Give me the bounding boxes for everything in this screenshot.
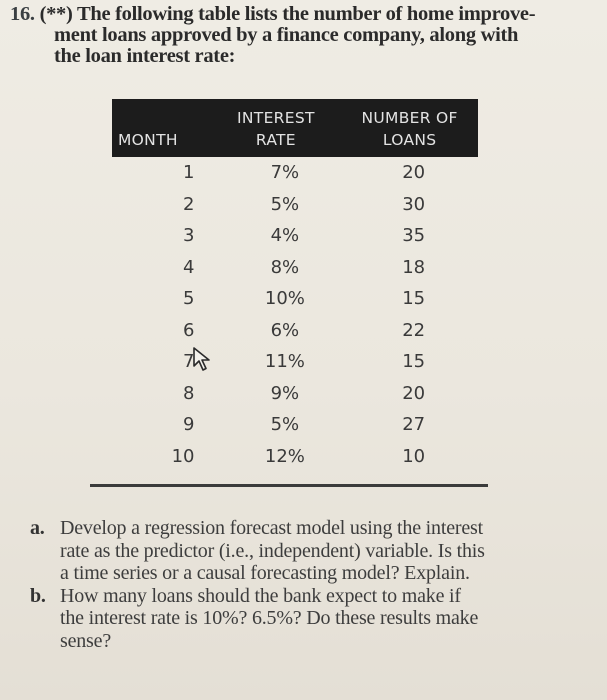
problem-statement [10,4,600,67]
cell-loans: 10 [402,445,426,467]
cell-loans: 15 [402,351,426,373]
cell-month: 3 [183,225,195,247]
cell-rate: 12% [264,445,305,467]
cell-loans: 20 [402,162,426,184]
table-row [112,157,478,189]
problem-intro-line-2: ment loans approved by a finance company, along with [54,24,519,46]
question-line: Develop a regression forecast model using the interest [60,517,483,539]
cell-rate: 5% [270,193,300,215]
cell-month: 7 [183,351,195,373]
cell-rate: 5% [270,414,300,436]
question-line: rate as the predictor (i.e., independent) variable. Is this [60,539,485,562]
cell-loans: 30 [402,193,426,215]
problem-intro-line-3: the loan interest rate: [54,45,236,67]
cell-month: 8 [183,382,195,404]
header-loans-line-2: LOANS [382,131,437,149]
cell-month: 2 [183,193,195,215]
question-a [30,517,602,585]
table-row [112,378,478,410]
cell-loans: 15 [402,288,426,310]
cell-month: 6 [183,319,195,341]
cell-loans: 22 [402,319,426,341]
table-row [112,252,478,284]
cell-rate: 7% [270,162,300,184]
cell-rate: 9% [270,382,300,404]
table-row [112,220,478,252]
loans-table [112,99,478,472]
cell-rate: 4% [270,225,300,247]
question-line: How many loans should the bank expect to make if [60,584,461,607]
table-row [112,315,478,347]
question-line: sense? [60,629,111,652]
cell-loans: 35 [402,225,426,247]
table-row [112,283,478,315]
table-row [112,189,478,221]
cell-rate: 8% [270,256,300,278]
cell-month: 5 [183,288,195,310]
question-letter: a. [30,517,45,539]
table-row [112,441,478,473]
header-month: MONTH [118,131,178,149]
mouse-pointer-icon [192,346,214,372]
table-row [112,346,478,378]
questions-list [30,517,602,652]
cell-month: 9 [183,414,195,436]
header-number-of-loans [349,99,478,157]
problem-number: 16. [10,3,35,25]
table-bottom-rule [90,484,488,487]
header-loans-line-1: NUMBER OF [361,109,458,127]
cell-month: 4 [183,256,195,278]
cell-loans: 20 [402,382,426,404]
question-line: a time series or a causal forecasting model? Explain. [60,562,470,584]
table-header-row [112,99,478,157]
table-row [112,409,478,441]
cell-rate: 11% [264,351,305,373]
header-interest-rate [202,99,349,157]
cell-month: 1 [183,162,195,184]
header-rate-line-1: INTEREST [237,109,315,127]
question-line: the interest rate is 10%? 6.5%? Do these results make [60,607,479,629]
cell-rate: 6% [270,319,300,341]
problem-intro-line-1: 16. (**) The following table lists the number of home improve- [10,3,536,25]
question-letter: b. [30,584,46,607]
cell-rate: 10% [264,288,305,310]
question-b [30,585,602,653]
loans-table-container [112,99,478,472]
cell-month: 10 [171,445,195,467]
difficulty-marker: (**) [39,3,73,25]
header-rate-line-2: RATE [255,131,296,149]
cell-loans: 18 [402,256,426,278]
cell-loans: 27 [402,414,426,436]
